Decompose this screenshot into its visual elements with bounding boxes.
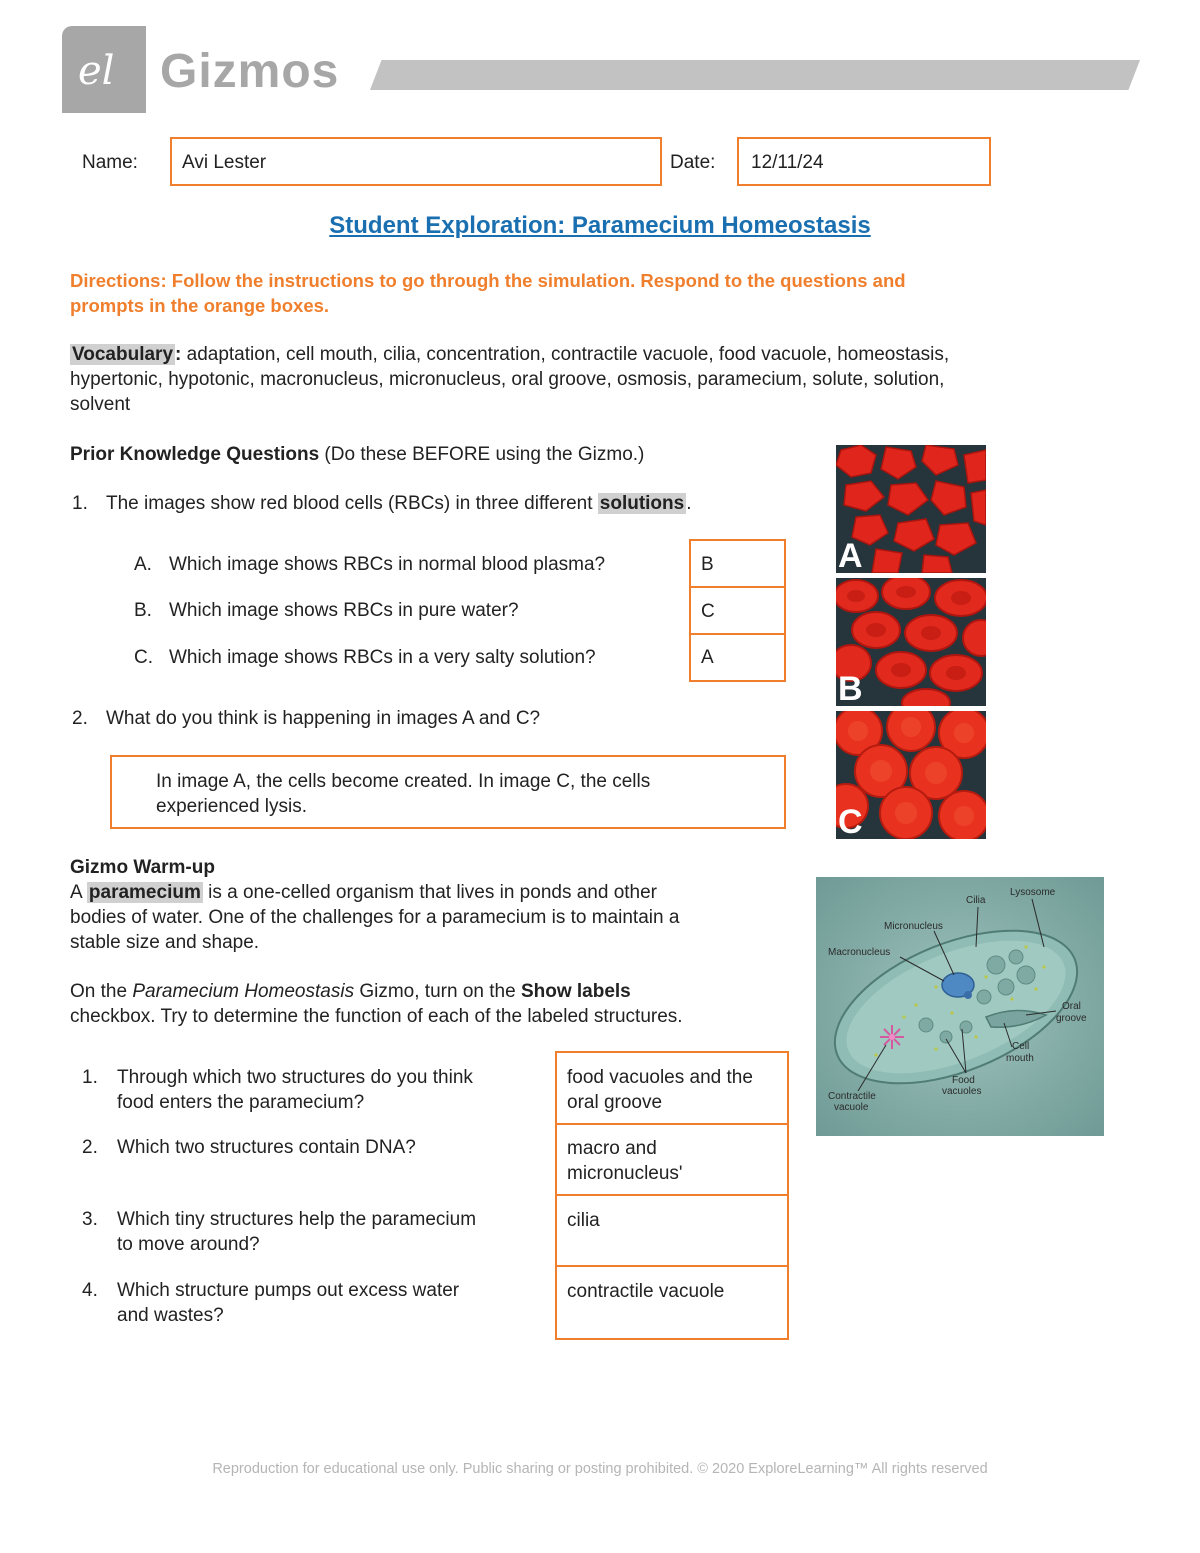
warmup-q3-text (117, 1207, 476, 1257)
warmup-q3-line2: to move around? (117, 1234, 260, 1255)
label-micronucleus: Micronucleus (884, 921, 943, 932)
warmup-q4-answer[interactable] (567, 1279, 724, 1304)
directions (70, 268, 906, 318)
q1a-answer[interactable]: B (701, 554, 714, 575)
label-food: Food (952, 1075, 975, 1086)
q1a-letter: A. (134, 554, 152, 575)
vocabulary-line2: hypertonic, hypotonic, macronucleus, micronucleus, oral groove, osmosis, paramecium, solute, solution, (70, 369, 945, 390)
warmup-q1-line1: Through which two structures do you think (117, 1067, 473, 1088)
prior-note: (Do these BEFORE using the Gizmo.) (319, 444, 645, 465)
prior-heading: Prior Knowledge Questions (70, 444, 320, 465)
warmup-heading: Gizmo Warm-up (70, 857, 215, 878)
warmup-q3-answer-line1: cilia (567, 1210, 600, 1231)
warmup-q2-line1: Which two structures contain DNA? (117, 1137, 416, 1158)
rbc-image-a (836, 445, 986, 573)
q1c-letter: C. (134, 647, 153, 668)
name-label: Name: (82, 152, 138, 173)
q1-answer-group (689, 539, 786, 682)
rbc-image-b (836, 578, 986, 706)
rbc-letter-b: B (838, 670, 863, 706)
warmup-p2-b: Gizmo, turn on the (354, 981, 521, 1002)
q2-answer (156, 769, 650, 819)
warmup-q3-line1: Which tiny structures help the paramecium (117, 1209, 477, 1230)
label-oral: Oral (1062, 1001, 1081, 1012)
vocabulary-colon: : (175, 344, 182, 365)
warmup-q1-number: 1. (82, 1067, 98, 1088)
warmup-paragraph-2 (70, 979, 683, 1029)
rbc-image-c (836, 711, 986, 839)
logo-brand: Gizmos (160, 45, 340, 98)
vocabulary (70, 342, 949, 417)
warmup-q4-line2: and wastes? (117, 1305, 224, 1326)
q1b-letter: B. (134, 600, 152, 621)
label-vacuole: vacuole (834, 1102, 869, 1113)
date-label: Date: (670, 152, 716, 173)
warmup-q1-answer-line1: food vacuoles and the (567, 1067, 753, 1088)
q1b-question: Which image shows RBCs in pure water? (169, 600, 519, 621)
warmup-q2-answer-line2: micronucleus' (567, 1163, 683, 1184)
warmup-q4-number: 4. (82, 1280, 98, 1301)
q1a-question: Which image shows RBCs in normal blood plasma? (169, 554, 606, 575)
label-lysosome: Lysosome (1010, 887, 1056, 898)
warmup-q4-line1: Which structure pumps out excess water (117, 1280, 460, 1301)
q2-answer-line1: In image A, the cells become created. In image C, the cells (156, 771, 651, 792)
q1c-question: Which image shows RBCs in a very salty solution? (169, 647, 596, 668)
warmup-q2-number: 2. (82, 1137, 98, 1158)
label-cell: Cell (1012, 1041, 1030, 1052)
warmup-p1-highlight: paramecium (88, 882, 201, 903)
q1b-answer[interactable]: C (701, 601, 715, 622)
warmup-p1-a: A (70, 882, 87, 903)
q2-answer-line2: experienced lysis. (156, 796, 308, 817)
header-bar (370, 60, 1140, 90)
label-vacuoles: vacuoles (942, 1086, 982, 1097)
label-mouth: mouth (1006, 1053, 1034, 1064)
q1-text-a: The images show red blood cells (RBCs) in three different (106, 493, 598, 514)
warmup-q1-line2: food enters the paramecium? (117, 1092, 365, 1113)
q2-text: What do you think is happening in images A and C? (106, 708, 541, 729)
date-field[interactable] (737, 137, 991, 186)
footer: Reproduction for educational use only. Public sharing or posting prohibited. © 2020 ExploreLearning™ All rights reserved (212, 1461, 988, 1477)
warmup-q3-number: 3. (82, 1209, 98, 1230)
q1-text (106, 491, 692, 516)
name-field[interactable] (170, 137, 662, 186)
q1-number: 1. (72, 493, 88, 514)
rbc-letter-c: C (838, 803, 863, 839)
warmup-q1-answer-line2: oral groove (567, 1092, 663, 1113)
warmup-q3-answer[interactable] (567, 1208, 600, 1233)
label-cilia: Cilia (966, 895, 986, 906)
label-groove: groove (1056, 1013, 1087, 1024)
prior-heading-line (70, 442, 644, 467)
warmup-p2-a: On the (70, 981, 133, 1002)
page-title: Student Exploration: Paramecium Homeostasis (329, 212, 871, 239)
logo-mark-text: el (78, 48, 115, 94)
warmup-p1-b: is a one-celled organism that lives in ponds and other (202, 882, 658, 903)
logo-mark (62, 26, 146, 113)
q1c-answer[interactable]: A (701, 647, 714, 668)
q1-highlight: solutions (599, 493, 685, 514)
warmup-q1-answer[interactable] (567, 1065, 753, 1115)
directions-line1: Directions: Follow the instructions to go through the simulation. Respond to the questions and (70, 270, 906, 291)
date-value: 12/11/24 (751, 152, 824, 173)
warmup-p2-bold: Show labels (520, 981, 631, 1002)
warmup-q1-text (117, 1065, 473, 1115)
warmup-answer-group (555, 1051, 789, 1340)
q1-text-b: . (686, 493, 692, 514)
directions-line2: prompts in the orange boxes. (70, 295, 330, 316)
warmup-q4-answer-line1: contractile vacuole (567, 1281, 725, 1302)
vocabulary-line1: adaptation, cell mouth, cilia, concentration, contractile vacuole, food vacuole, homeostasis, (181, 344, 950, 365)
label-macronucleus: Macronucleus (828, 947, 891, 958)
vocabulary-line3: solvent (70, 394, 131, 415)
name-value: Avi Lester (182, 152, 267, 173)
vocabulary-label: Vocabulary (72, 344, 174, 365)
warmup-q2-text (117, 1135, 416, 1160)
warmup-q2-answer-line1: macro and (567, 1138, 657, 1159)
warmup-q2-answer[interactable] (567, 1136, 683, 1186)
rbc-letter-a: A (838, 537, 863, 573)
warmup-paragraph-1 (70, 880, 679, 955)
warmup-p1-line3: stable size and shape. (70, 932, 260, 953)
warmup-p2-line2: checkbox. Try to determine the function of each of the labeled structures. (70, 1006, 683, 1027)
paramecium-diagram (816, 877, 1104, 1136)
warmup-q4-text (117, 1278, 459, 1328)
warmup-p2-italic: Paramecium Homeostasis (132, 981, 355, 1002)
q2-answer-box[interactable] (110, 755, 786, 829)
warmup-p1-line2: bodies of water. One of the challenges for a paramecium is to maintain a (70, 907, 680, 928)
q2-number: 2. (72, 708, 88, 729)
label-contractile: Contractile (828, 1091, 876, 1102)
